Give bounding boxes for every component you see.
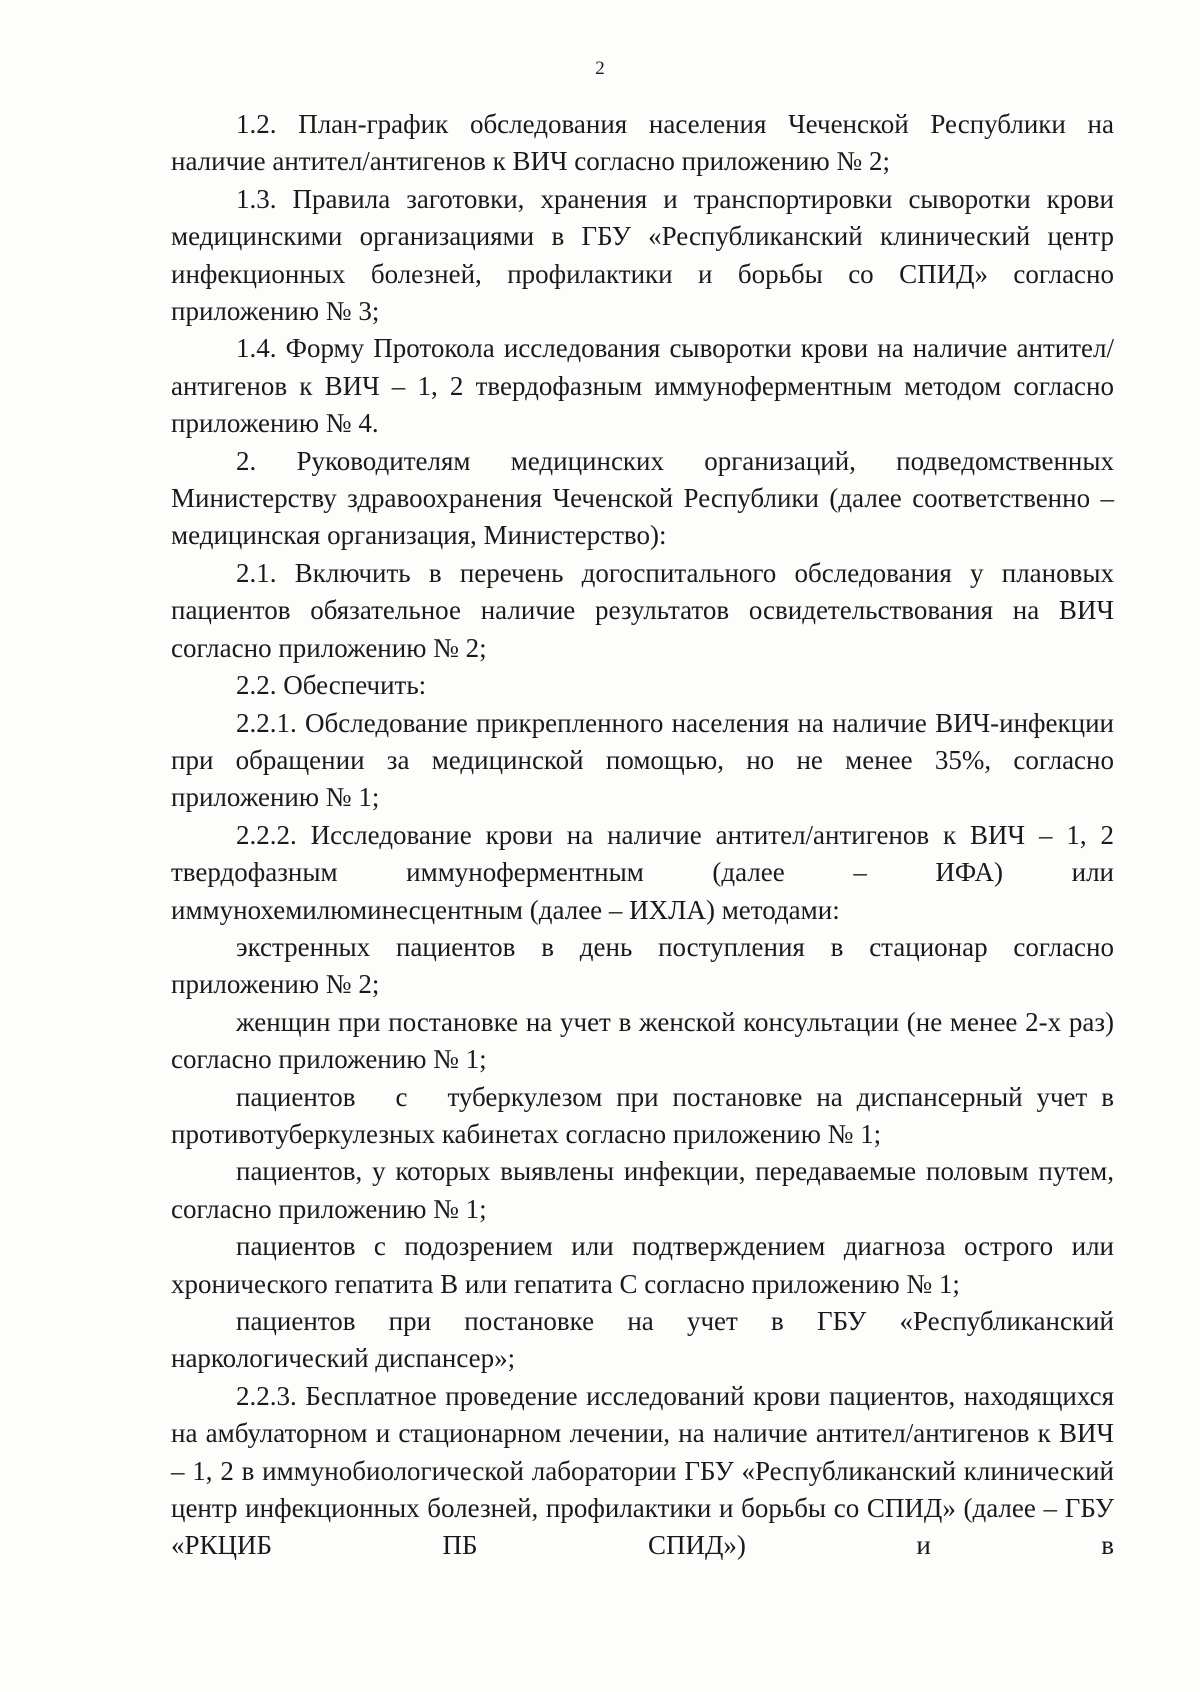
paragraph-2-2-1: 2.2.1. Обследование прикрепленного населения на наличие ВИЧ-инфекции при обращении за медицинской помощью, но не менее 35%, согласно приложению № 1;: [171, 707, 1114, 813]
list-item-women: женщин при постановке на учет в женской консультации (не менее 2-х раз) согласно приложению № 1;: [171, 1006, 1114, 1075]
paragraph-2-1: 2.1. Включить в перечень догоспитального обследования у плановых пациентов обязательное наличие результатов освидетельствования на ВИЧ согласно приложению № 2;: [171, 557, 1114, 663]
paragraph-1-4: 1.4. Форму Протокола исследования сыворотки крови на наличие антител/антигенов к ВИЧ – 1, 2 твердофазным иммуноферментным методом согласно приложению № 4.: [171, 333, 1114, 439]
tb-word-patients: пациентов: [236, 1081, 356, 1112]
list-item-sti: пациентов, у которых выявлены инфекции, передаваемые половым путем, согласно приложению № 1;: [171, 1156, 1114, 1224]
document-body: [171, 106, 1114, 1565]
paragraph-2-2: 2.2. Обеспечить:: [236, 670, 427, 701]
list-item-tuberculosis: [171, 1079, 1114, 1154]
paragraph-2: 2. Руководителям медицинских организаций, подведомственных Министерству здравоохранения Чеченской Республики (далее соответственно – медицинская организация, Министерство):: [171, 445, 1114, 551]
paragraph-1-3: 1.3. Правила заготовки, хранения и транспортировки сыворотки крови медицинскими организациями в ГБУ «Республиканский клинический центр инфекционных болезней, профилактики и борьбы со СПИД» согласно приложению № 3;: [171, 183, 1114, 327]
list-item-narcology: пациентов при постановке на учет в ГБУ «Республиканский наркологический диспансер»;: [171, 1306, 1114, 1374]
page-number: 2: [595, 58, 605, 79]
tb-word-with: с: [395, 1081, 408, 1112]
list-item-hepatitis: пациентов с подозрением или подтверждением диагноза острого или хронического гепатита В или гепатита С согласно приложению № 1;: [171, 1231, 1114, 1299]
paragraph-1-2: 1.2. План-график обследования населения Чеченской Республики на наличие антител/антигенов к ВИЧ согласно приложению № 2;: [171, 109, 1114, 177]
paragraph-2-2-3: 2.2.3. Бесплатное проведение исследований крови пациентов, находящихся на амбулаторном и стационарном лечении, на наличие антител/антигенов к ВИЧ – 1, 2 в иммунобиологической лаборатории ГБУ «Республиканский клинический центр инфекционных болезней, профилактики и борьбы со СПИД» (далее – ГБУ «РКЦИБ ПБ СПИД») и в: [171, 1380, 1114, 1561]
paragraph-2-2-2: 2.2.2. Исследование крови на наличие антител/антигенов к ВИЧ – 1, 2 твердофазным иммуноферментным (далее – ИФА) или иммунохемилюминесцентным (далее – ИХЛА) методами:: [171, 819, 1114, 925]
list-item-emergency-patients: экстренных пациентов в день поступления в стационар согласно приложению № 2;: [171, 931, 1114, 1000]
tb-text-rest: туберкулезом при постановке на диспансерный учет в противотуберкулезных кабинетах согласно приложению № 1;: [171, 1081, 1114, 1149]
